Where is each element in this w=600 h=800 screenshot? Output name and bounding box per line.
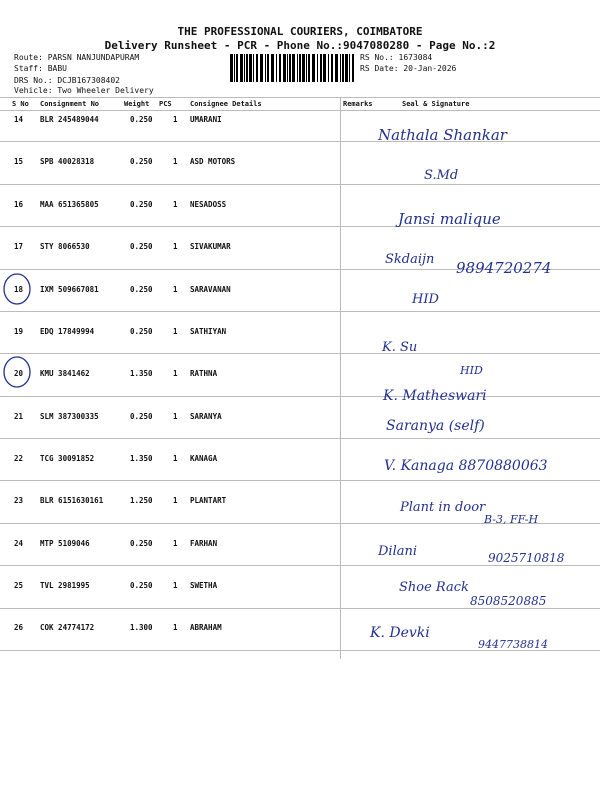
signature: Dilani <box>378 544 418 559</box>
circle-mark-row-18 <box>4 274 30 304</box>
row-pcs: 1 <box>173 454 178 463</box>
row-sno: 26 <box>14 623 24 632</box>
row-pcs: 1 <box>173 496 178 505</box>
route-label: Route: PARSN NANJUNDAPURAM <box>14 53 140 62</box>
row-pcs: 1 <box>173 157 178 166</box>
col-consignment: Consignment No <box>40 100 100 108</box>
row-sno: 19 <box>14 327 24 336</box>
circle-mark-row-20 <box>4 357 30 387</box>
signature: 9894720274 <box>456 259 552 277</box>
row-sno: 24 <box>14 539 24 548</box>
signature: HID <box>412 292 439 307</box>
runsheet-subtitle: Delivery Runsheet - PCR - Phone No.:9047080280 - Page No.:2 <box>104 39 496 52</box>
row-consignment: SLM 387300335 <box>40 412 99 421</box>
row-consignee: FARHAN <box>190 539 218 548</box>
row-consignment: MAA 651365805 <box>40 200 99 209</box>
signature: 8508520885 <box>470 594 547 608</box>
row-sno: 16 <box>14 200 24 209</box>
row-pcs: 1 <box>173 623 178 632</box>
row-consignment: IXM 509667081 <box>40 285 99 294</box>
row-pcs: 1 <box>173 327 178 336</box>
row-consignment: KMU 3841462 <box>40 369 90 378</box>
row-consignment: BLR 6151630161 <box>40 496 104 505</box>
row-consignment: COK 24774172 <box>40 623 95 632</box>
row-pcs: 1 <box>173 285 178 294</box>
row-consignment: TVL 2981995 <box>40 581 90 590</box>
row-consignment: STY 8066530 <box>40 242 90 251</box>
row-consignee: SARANYA <box>190 412 222 421</box>
row-pcs: 1 <box>173 369 178 378</box>
signature: Plant in door <box>400 500 486 515</box>
row-weight: 0.250 <box>130 581 153 590</box>
row-sno: 17 <box>14 242 24 251</box>
signature: K. Matheswari <box>383 388 487 404</box>
signature: 9447738814 <box>478 638 548 651</box>
row-consignee: PLANTART <box>190 496 227 505</box>
row-consignee: SARAVANAN <box>190 285 231 294</box>
signature: Saranya (self) <box>386 418 485 434</box>
row-pcs: 1 <box>173 539 178 548</box>
row-consignee: NESADOSS <box>190 200 227 209</box>
row-weight: 0.250 <box>130 115 153 124</box>
row-weight: 0.250 <box>130 539 153 548</box>
row-consignee: ASD MOTORS <box>190 157 236 166</box>
staff-label: Staff: BABU <box>14 64 67 73</box>
col-remarks: Remarks <box>343 100 373 108</box>
row-pcs: 1 <box>173 115 178 124</box>
row-consignment: MTP 5109046 <box>40 539 90 548</box>
row-weight: 0.250 <box>130 412 153 421</box>
row-pcs: 1 <box>173 581 178 590</box>
row-consignment: TCG 30091852 <box>40 454 95 463</box>
signature: Skdaijn <box>385 252 435 267</box>
row-weight: 1.350 <box>130 454 153 463</box>
signature: 9025710818 <box>488 551 565 565</box>
row-pcs: 1 <box>173 200 178 209</box>
row-consignee: UMARANI <box>190 115 222 124</box>
drs-label: DRS No.: DCJB167308402 <box>14 76 120 85</box>
row-sno: 20 <box>14 369 24 378</box>
row-consignee: KANAGA <box>190 454 218 463</box>
col-sno: S No <box>12 100 29 108</box>
col-weight: Weight <box>124 100 150 108</box>
signature: Nathala Shankar <box>378 126 507 144</box>
row-weight: 1.300 <box>130 623 153 632</box>
signature: V. Kanaga 8870880063 <box>384 458 548 474</box>
col-consignee: Consignee Details <box>190 100 262 108</box>
row-consignee: SATHIYAN <box>190 327 227 336</box>
col-seal: Seal & Signature <box>402 100 470 108</box>
row-pcs: 1 <box>173 242 178 251</box>
row-sno: 22 <box>14 454 24 463</box>
rs-date: RS Date: 20-Jan-2026 <box>360 64 457 73</box>
row-consignee: SWETHA <box>190 581 218 590</box>
row-consignment: EDQ 17849994 <box>40 327 95 336</box>
row-consignment: BLR 245489044 <box>40 115 99 124</box>
row-weight: 0.250 <box>130 327 153 336</box>
row-weight: 0.250 <box>130 157 153 166</box>
signature: Shoe Rack <box>399 580 469 595</box>
row-pcs: 1 <box>173 412 178 421</box>
vehicle-label: Vehicle: Two Wheeler Delivery <box>14 86 154 95</box>
row-consignee: ABRAHAM <box>190 623 222 632</box>
row-consignment: SPB 40028318 <box>40 157 95 166</box>
row-consignee: RATHNA <box>190 369 218 378</box>
row-sno: 14 <box>14 115 24 124</box>
row-weight: 0.250 <box>130 285 153 294</box>
signature: K. Devki <box>370 625 430 641</box>
row-sno: 18 <box>14 285 24 294</box>
row-weight: 1.250 <box>130 496 153 505</box>
row-weight: 1.350 <box>130 369 153 378</box>
row-sno: 15 <box>14 157 24 166</box>
row-weight: 0.250 <box>130 200 153 209</box>
row-sno: 23 <box>14 496 24 505</box>
signature: Jansi malique <box>398 210 501 228</box>
row-sno: 25 <box>14 581 24 590</box>
row-weight: 0.250 <box>130 242 153 251</box>
signature: K. Su <box>382 340 418 355</box>
row-consignee: SIVAKUMAR <box>190 242 231 251</box>
col-pcs: PCS <box>159 100 172 108</box>
signature: B-3, FF-H <box>484 513 539 526</box>
rs-number: RS No.: 1673084 <box>360 53 433 62</box>
signature: S.Md <box>424 168 459 183</box>
row-sno: 21 <box>14 412 24 421</box>
company-title: THE PROFESSIONAL COURIERS, COIMBATORE <box>177 25 423 38</box>
signature: HID <box>460 364 483 377</box>
